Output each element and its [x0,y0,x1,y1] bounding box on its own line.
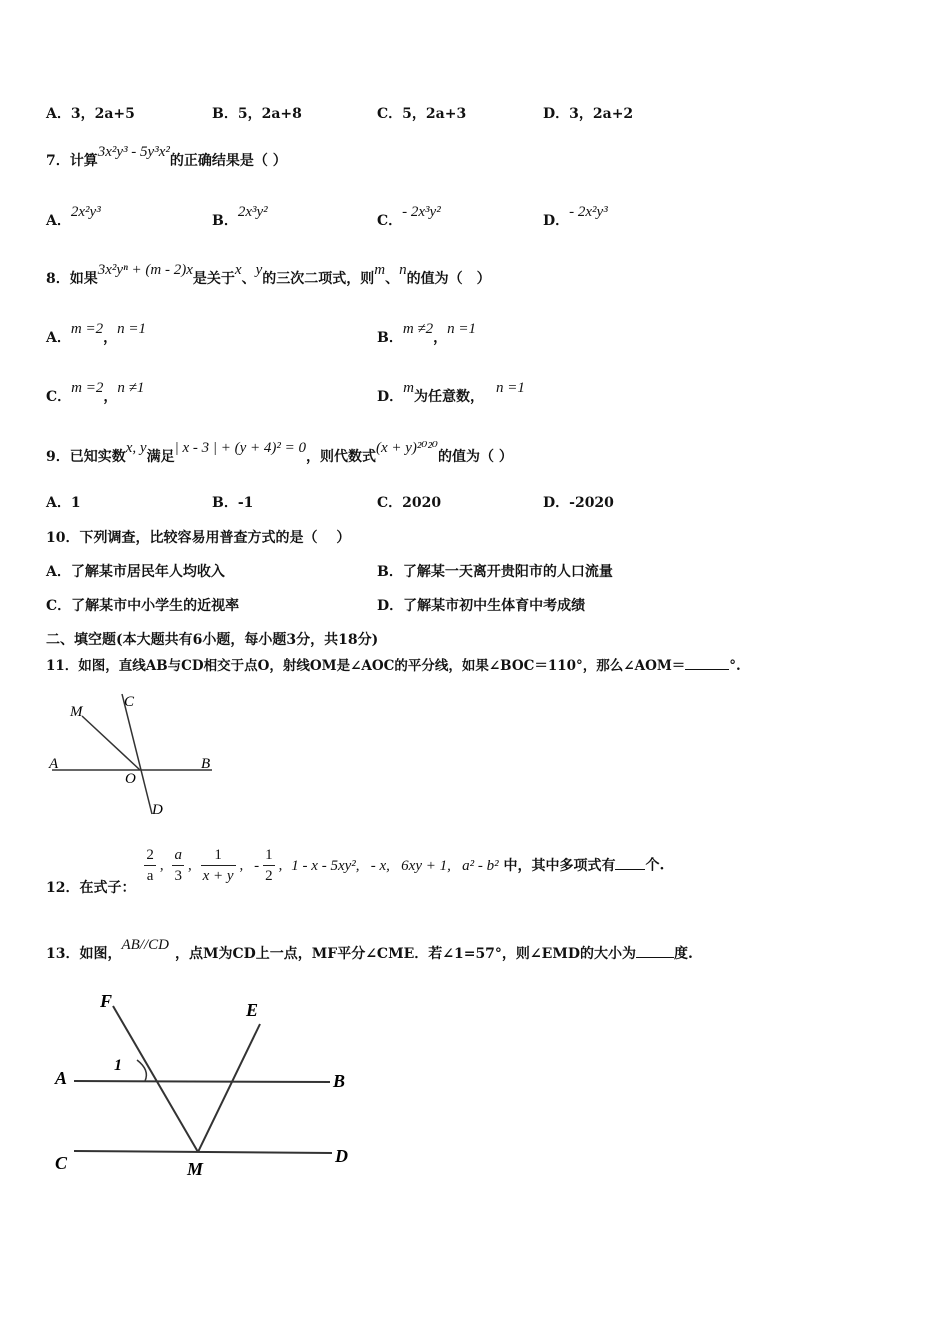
q6-option-c: C．5，2a+3 [377,106,467,122]
q13-line-ab [74,1081,330,1082]
q11-figure [44,686,224,818]
q12-frac-1-over-xy: $\frac{1}{x + y}$ [202,847,234,884]
q11-label-o: O [125,771,136,787]
q11-label-m: M [70,704,83,720]
q13-label-m: M [187,1159,204,1179]
q13-line-cd [74,1151,332,1153]
q6-option-a: A．3，2a+5 [46,106,135,122]
q6-option-b: B．5，2a+8 [212,106,302,122]
q8-option-a: A．m =2，n =1 [46,321,146,346]
section-heading-fill-blank: 二、填空题(本大题共有6小题，每小题3分，共18分) [46,632,379,648]
q9-option-a: A．1 [46,495,81,511]
q8-option-c: C．m =2，n ≠1 [46,380,145,405]
q8-option-b: B．m ≠2，n =1 [377,321,477,346]
q13-label-e: E [246,1000,259,1020]
q6-option-d: D．3，2a+2 [543,106,634,122]
q7-option-a: A．2x²y³ [46,204,101,229]
q13-angle-1-arc [137,1060,146,1081]
q11-line-cd [122,694,152,814]
q7-option-d: D．- 2x²y³ [543,204,608,229]
q13-answer-blank [636,957,674,958]
q11-ray-om [82,716,140,770]
q13-figure [50,990,360,1180]
q9-option-c: C．2020 [377,495,442,511]
q12-stem: 12．在式子： $\frac{2}{a}$ , $\frac{a}{3}$ , $\frac{1}{x + y}$ , - $\frac{1}{2}$ , 1 - x - 5xy², - x, 6xy + 1, a² - b² 中，其中多项式有 个. [46,847,665,896]
q7-option-c: C．- 2x³y² [377,204,441,229]
q11-stem: 11．如图，直线AB与CD相交于点O，射线OM是∠AOC的平分线，如果∠BOC＝110°，那么∠AOM＝ °. [46,658,741,674]
q13-label-f: F [100,991,113,1011]
q11-label-b: B [201,756,211,772]
q13-label-angle-1: 1 [114,1057,122,1074]
q7-stem: 7．计算3x²y³ - 5y³x²的正确结果是（ ） [46,144,287,169]
q11-label-a: A [49,756,59,772]
q10-option-c: C．了解某市中小学生的近视率 [46,598,240,614]
q7-option-b: B．2x³y² [212,204,268,229]
q13-label-a: A [55,1068,68,1088]
q10-option-d: D．了解某市初中生体育中考成绩 [377,598,586,614]
q12-frac-a-over-3: $\frac{a}{3}$ [174,847,182,884]
q8-stem: 8．如果3x²yⁿ + (m - 2)x是关于x、y的三次二项式，则m、n的值为（ ） [46,262,491,287]
q10-option-b: B．了解某一天离开贵阳市的人口流量 [377,564,613,580]
q12-frac-2-over-a: $\frac{2}{a}$ [146,847,154,884]
q9-option-d: D．-2020 [543,495,614,511]
q13-label-b: B [333,1071,346,1091]
q13-label-d: D [335,1146,348,1166]
q11-label-d: D [152,802,163,818]
q13-line-me [198,1024,260,1152]
q13-stem: 13．如图，AB//CD，点M为CD上一点，MF平分∠CME．若∠1=57°，则∠EMD的大小为 度. [46,937,693,962]
q10-stem: 10．下列调查，比较容易用普查方式的是（ ） [46,530,351,546]
q12-frac-1-over-2: $\frac{1}{2}$ [265,847,273,884]
q12-answer-blank [615,869,645,870]
q13-line-mf [113,1006,198,1152]
q13-label-c: C [55,1153,68,1173]
q11-answer-blank [685,669,729,670]
q9-option-b: B．-1 [212,495,254,511]
q11-label-c: C [124,694,135,710]
q9-stem: 9．已知实数x, y满足| x - 3 | + (y + 4)² = 0，则代数式(x + y)²⁰²⁰的值为（ ） [46,440,513,465]
q8-option-d: D．m为任意数，n =1 [377,380,525,405]
q10-option-a: A．了解某市居民年人均收入 [46,564,225,580]
